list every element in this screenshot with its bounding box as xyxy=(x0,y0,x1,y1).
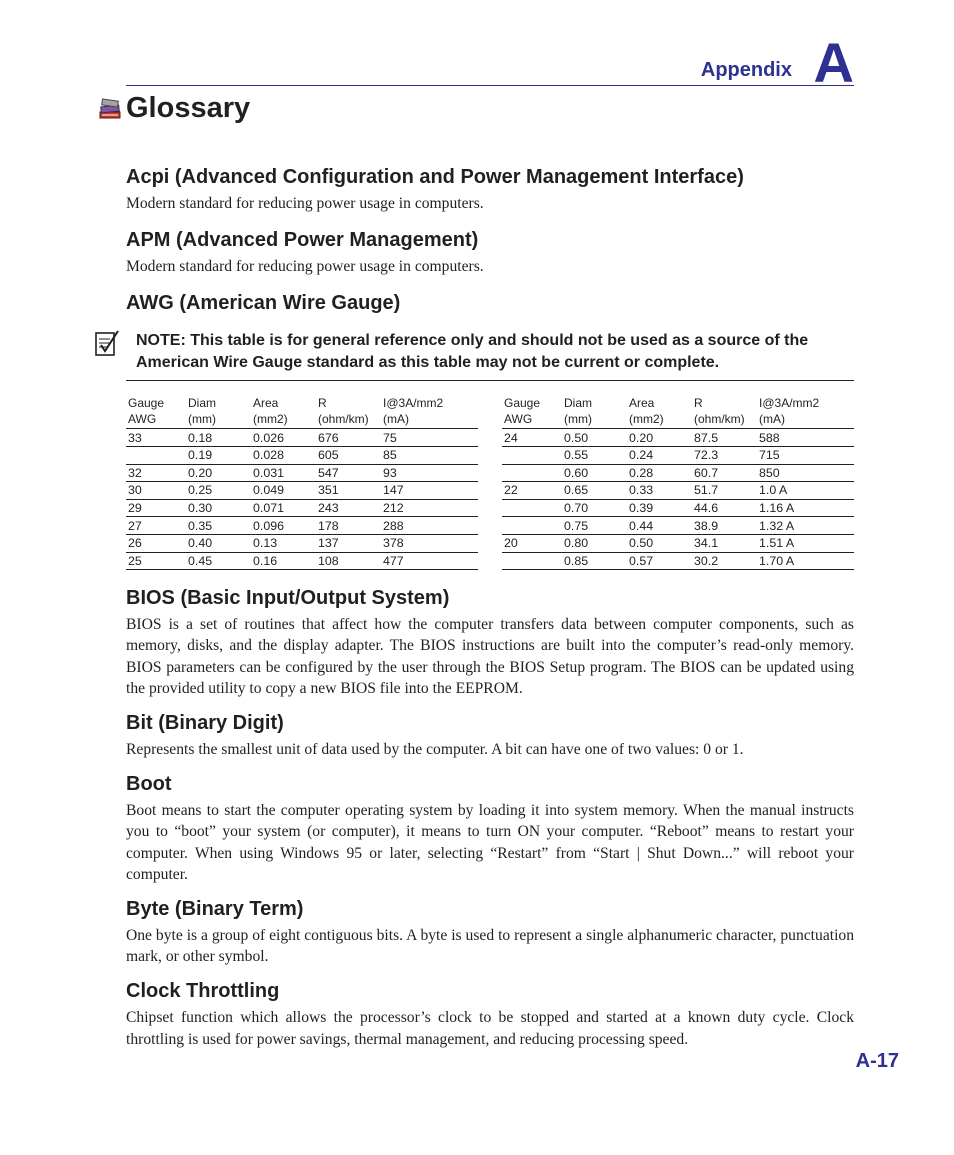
table-cell: 33 xyxy=(126,429,186,447)
table-cell: 0.19 xyxy=(186,447,251,465)
table-row xyxy=(126,499,478,517)
table-cell: 29 xyxy=(126,499,186,517)
table-row xyxy=(126,482,478,500)
table-cell: 60.7 xyxy=(692,464,757,482)
term-bit-text: Represents the smallest unit of data used by the computer. A bit can have one of two values: 0 or 1. xyxy=(126,740,744,758)
table-row xyxy=(126,552,478,570)
table-cell: 22 xyxy=(502,482,562,500)
table-cell: 0.65 xyxy=(562,482,627,500)
table-row xyxy=(502,482,854,500)
table-row xyxy=(502,552,854,570)
term-byte-title: Byte (Binary Term) xyxy=(126,897,304,920)
table-cell: 0.44 xyxy=(627,517,692,535)
table-row xyxy=(126,517,478,535)
header-appendix-label: Appendix xyxy=(700,59,792,81)
col-header: Diam (mm) xyxy=(562,395,627,429)
table-cell xyxy=(502,447,562,465)
term-boot-text: Boot means to start the computer operating system by loading it into system memory. When the manual instructs you to “boot” your system (or computer), it means to turn ON your computer. “Reboot” means to restart your computer. When using Windows 95 or later, selecting “Restart” from “Start | Shut Down...” will reboot your computer. xyxy=(126,802,854,883)
page-number: A-17 xyxy=(855,1050,899,1072)
table-row xyxy=(126,534,478,552)
table-cell: 0.28 xyxy=(627,464,692,482)
table-cell: 288 xyxy=(381,517,478,535)
table-cell xyxy=(126,447,186,465)
table-cell: 0.13 xyxy=(251,534,316,552)
table-cell: 51.7 xyxy=(692,482,757,500)
table-row xyxy=(126,447,478,465)
table-row xyxy=(502,429,854,447)
table-cell: 0.096 xyxy=(251,517,316,535)
table-cell: 0.30 xyxy=(186,499,251,517)
term-clock-title: Clock Throttling xyxy=(126,980,280,1003)
table-cell: 32 xyxy=(126,464,186,482)
table-cell: 477 xyxy=(381,552,478,570)
note-pad-icon xyxy=(94,329,120,357)
col-header: R (ohm/km) xyxy=(692,395,757,429)
table-cell: 378 xyxy=(381,534,478,552)
table-cell: 0.57 xyxy=(627,552,692,570)
table-cell: 0.026 xyxy=(251,429,316,447)
col-header: R (ohm/km) xyxy=(316,395,381,429)
table-cell: 26 xyxy=(126,534,186,552)
table-row xyxy=(126,429,478,447)
table-cell: 44.6 xyxy=(692,499,757,517)
awg-note-text: NOTE: This table is for general reference only and should not be used as a source of the American Wire Gauge standard as this table may not be current or complete. xyxy=(136,332,809,372)
table-cell: 1.16 A xyxy=(757,499,854,517)
term-clock-text: Chipset function which allows the processor’s clock to be stopped and started at a known duty cycle. Clock throttling is used for power savings, thermal management, and reducing processing speed. xyxy=(126,1009,854,1048)
table-cell: 547 xyxy=(316,464,381,482)
col-header: Gauge AWG xyxy=(502,395,562,429)
table-cell: 715 xyxy=(757,447,854,465)
table-cell: 0.16 xyxy=(251,552,316,570)
awg-table-right xyxy=(502,395,854,570)
term-apm-title: APM (Advanced Power Management) xyxy=(126,229,479,252)
table-cell: 850 xyxy=(757,464,854,482)
table-cell: 0.028 xyxy=(251,447,316,465)
awg-note xyxy=(126,327,854,381)
page-header xyxy=(126,30,854,94)
table-cell: 0.20 xyxy=(186,464,251,482)
table-cell: 0.071 xyxy=(251,499,316,517)
table-cell: 0.55 xyxy=(562,447,627,465)
table-cell: 30 xyxy=(126,482,186,500)
table-cell: 1.70 A xyxy=(757,552,854,570)
table-cell: 0.049 xyxy=(251,482,316,500)
table-cell: 178 xyxy=(316,517,381,535)
term-acpi-text: Modern standard for reducing power usage in computers. xyxy=(126,195,484,212)
term-awg-title: AWG (American Wire Gauge) xyxy=(126,292,401,315)
glossary-content xyxy=(126,163,854,1050)
table-cell: 0.60 xyxy=(562,464,627,482)
books-icon xyxy=(98,98,122,120)
table-cell: 108 xyxy=(316,552,381,570)
table-cell: 75 xyxy=(381,429,478,447)
table-cell: 0.39 xyxy=(627,499,692,517)
col-header: Gauge AWG xyxy=(126,395,186,429)
table-row xyxy=(502,517,854,535)
table-cell: 30.2 xyxy=(692,552,757,570)
table-cell: 0.45 xyxy=(186,552,251,570)
term-acpi-title: Acpi (Advanced Configuration and Power Management Interface) xyxy=(126,166,744,188)
table-row xyxy=(502,464,854,482)
table-cell: 1.32 A xyxy=(757,517,854,535)
term-boot-title: Boot xyxy=(126,773,172,796)
table-cell: 0.031 xyxy=(251,464,316,482)
table-cell: 0.20 xyxy=(627,429,692,447)
table-cell: 137 xyxy=(316,534,381,552)
table-header-row xyxy=(502,395,854,429)
table-header-row xyxy=(126,395,478,429)
term-bit-title: Bit (Binary Digit) xyxy=(126,711,284,734)
table-cell xyxy=(502,499,562,517)
col-header: Diam (mm) xyxy=(186,395,251,429)
table-cell: 243 xyxy=(316,499,381,517)
table-cell: 20 xyxy=(502,534,562,552)
table-cell: 0.85 xyxy=(562,552,627,570)
header-appendix-letter: A xyxy=(813,31,854,94)
table-cell: 676 xyxy=(316,429,381,447)
term-bios-title: BIOS (Basic Input/Output System) xyxy=(126,587,450,610)
table-cell: 351 xyxy=(316,482,381,500)
table-cell xyxy=(502,464,562,482)
table-cell: 24 xyxy=(502,429,562,447)
table-cell xyxy=(502,552,562,570)
table-cell: 588 xyxy=(757,429,854,447)
table-cell xyxy=(502,517,562,535)
table-cell: 147 xyxy=(381,482,478,500)
col-header: Area (mm2) xyxy=(627,395,692,429)
table-cell: 0.35 xyxy=(186,517,251,535)
table-cell: 0.70 xyxy=(562,499,627,517)
table-cell: 0.33 xyxy=(627,482,692,500)
term-bios-text: BIOS is a set of routines that affect how the computer transfers data between computer components, such as memory, disks, and the display adapter. The BIOS instructions are built into the computer’s read-only memory. BIOS parameters can be configured by the user through the BIOS Setup program. The BIOS can be updated using the provided utility to copy a new BIOS file into the EEPROM. xyxy=(126,616,854,697)
table-cell: 34.1 xyxy=(692,534,757,552)
term-apm-text: Modern standard for reducing power usage in computers. xyxy=(126,258,484,276)
table-row xyxy=(502,447,854,465)
table-cell: 85 xyxy=(381,447,478,465)
table-cell: 93 xyxy=(381,464,478,482)
table-cell: 212 xyxy=(381,499,478,517)
table-cell: 38.9 xyxy=(692,517,757,535)
col-header: I@3A/mm2 (mA) xyxy=(381,395,478,429)
awg-right-body xyxy=(502,429,854,570)
page-title: Glossary xyxy=(126,92,251,124)
table-row xyxy=(126,464,478,482)
table-cell: 87.5 xyxy=(692,429,757,447)
table-cell: 0.24 xyxy=(627,447,692,465)
table-cell: 27 xyxy=(126,517,186,535)
table-cell: 0.75 xyxy=(562,517,627,535)
awg-tables xyxy=(126,395,854,570)
table-cell: 1.0 A xyxy=(757,482,854,500)
table-row xyxy=(502,534,854,552)
awg-left-body xyxy=(126,429,478,570)
table-cell: 72.3 xyxy=(692,447,757,465)
table-cell: 0.25 xyxy=(186,482,251,500)
col-header: I@3A/mm2 (mA) xyxy=(757,395,854,429)
table-cell: 25 xyxy=(126,552,186,570)
col-header: Area (mm2) xyxy=(251,395,316,429)
table-row xyxy=(502,499,854,517)
table-cell: 0.50 xyxy=(562,429,627,447)
table-cell: 0.50 xyxy=(627,534,692,552)
table-cell: 605 xyxy=(316,447,381,465)
table-cell: 0.80 xyxy=(562,534,627,552)
awg-table-left xyxy=(126,395,478,570)
term-byte-text: One byte is a group of eight contiguous bits. A byte is used to represent a single alphanumeric character, punctuation mark, or other symbol. xyxy=(126,926,854,966)
table-cell: 0.40 xyxy=(186,534,251,552)
table-cell: 1.51 A xyxy=(757,534,854,552)
table-cell: 0.18 xyxy=(186,429,251,447)
